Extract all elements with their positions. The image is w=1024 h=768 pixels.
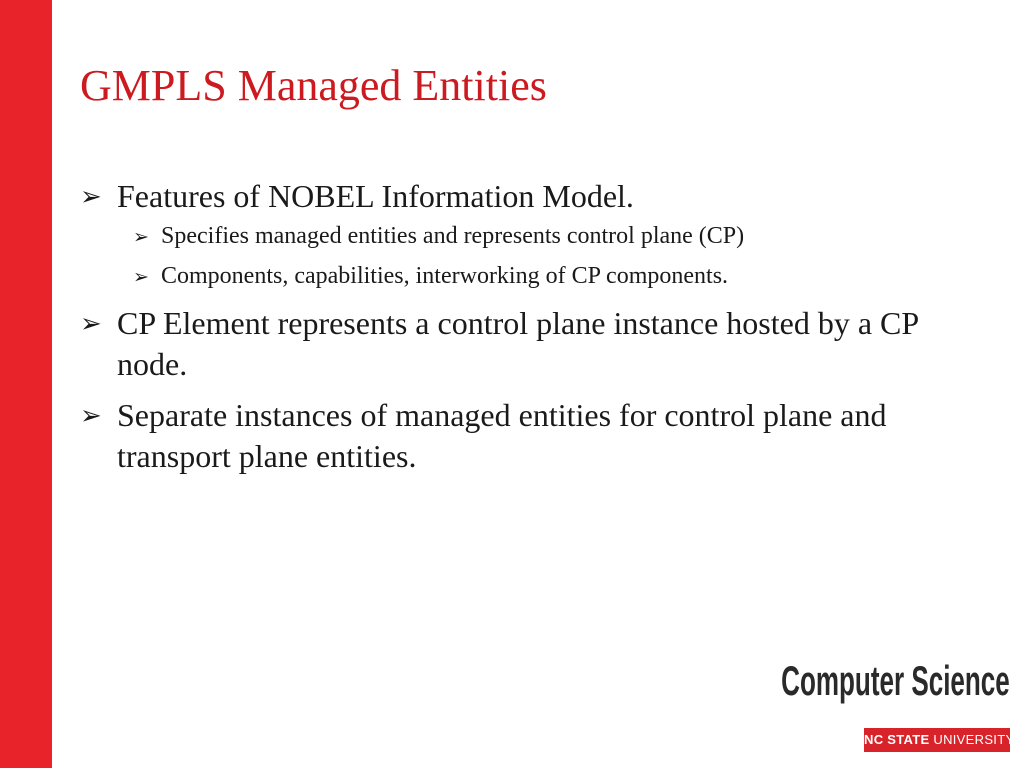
computer-science-logo [781, 657, 1015, 752]
arrow-bullet-icon: ➢ [80, 182, 102, 212]
sub-bullet-item [133, 219, 980, 253]
arrow-bullet-icon: ➢ [80, 309, 102, 339]
logo-bar-bold: NC STATE [864, 732, 930, 747]
slide-title: GMPLS Managed Entities [80, 61, 547, 110]
bullet-item [80, 176, 980, 293]
bullet-list [80, 176, 980, 487]
sub-bullet-text: Components, capabilities, interworking of CP components. [161, 263, 729, 289]
bullet-text: CP Element represents a control plane instance hosted by a CP node. [117, 305, 918, 382]
sub-bullet-item [133, 259, 980, 293]
arrow-bullet-icon: ➢ [133, 266, 149, 288]
arrow-bullet-icon: ➢ [80, 401, 102, 431]
logo-bar-light: UNIVERSITY [929, 732, 1015, 747]
bullet-item [80, 303, 980, 385]
sub-bullet-text: Specifies managed entities and represents control plane (CP) [161, 223, 745, 249]
sub-bullet-list [117, 219, 980, 293]
arrow-bullet-icon: ➢ [133, 226, 149, 248]
logo-title: Computer Science [781, 657, 1010, 704]
bullet-text: Features of NOBEL Information Model. [117, 178, 634, 214]
ncstate-logo-bar [864, 728, 1015, 752]
bullet-text: Separate instances of managed entities for control plane and transport plane entities. [117, 397, 887, 474]
bullet-item [80, 395, 980, 477]
left-accent-bar [0, 0, 52, 768]
